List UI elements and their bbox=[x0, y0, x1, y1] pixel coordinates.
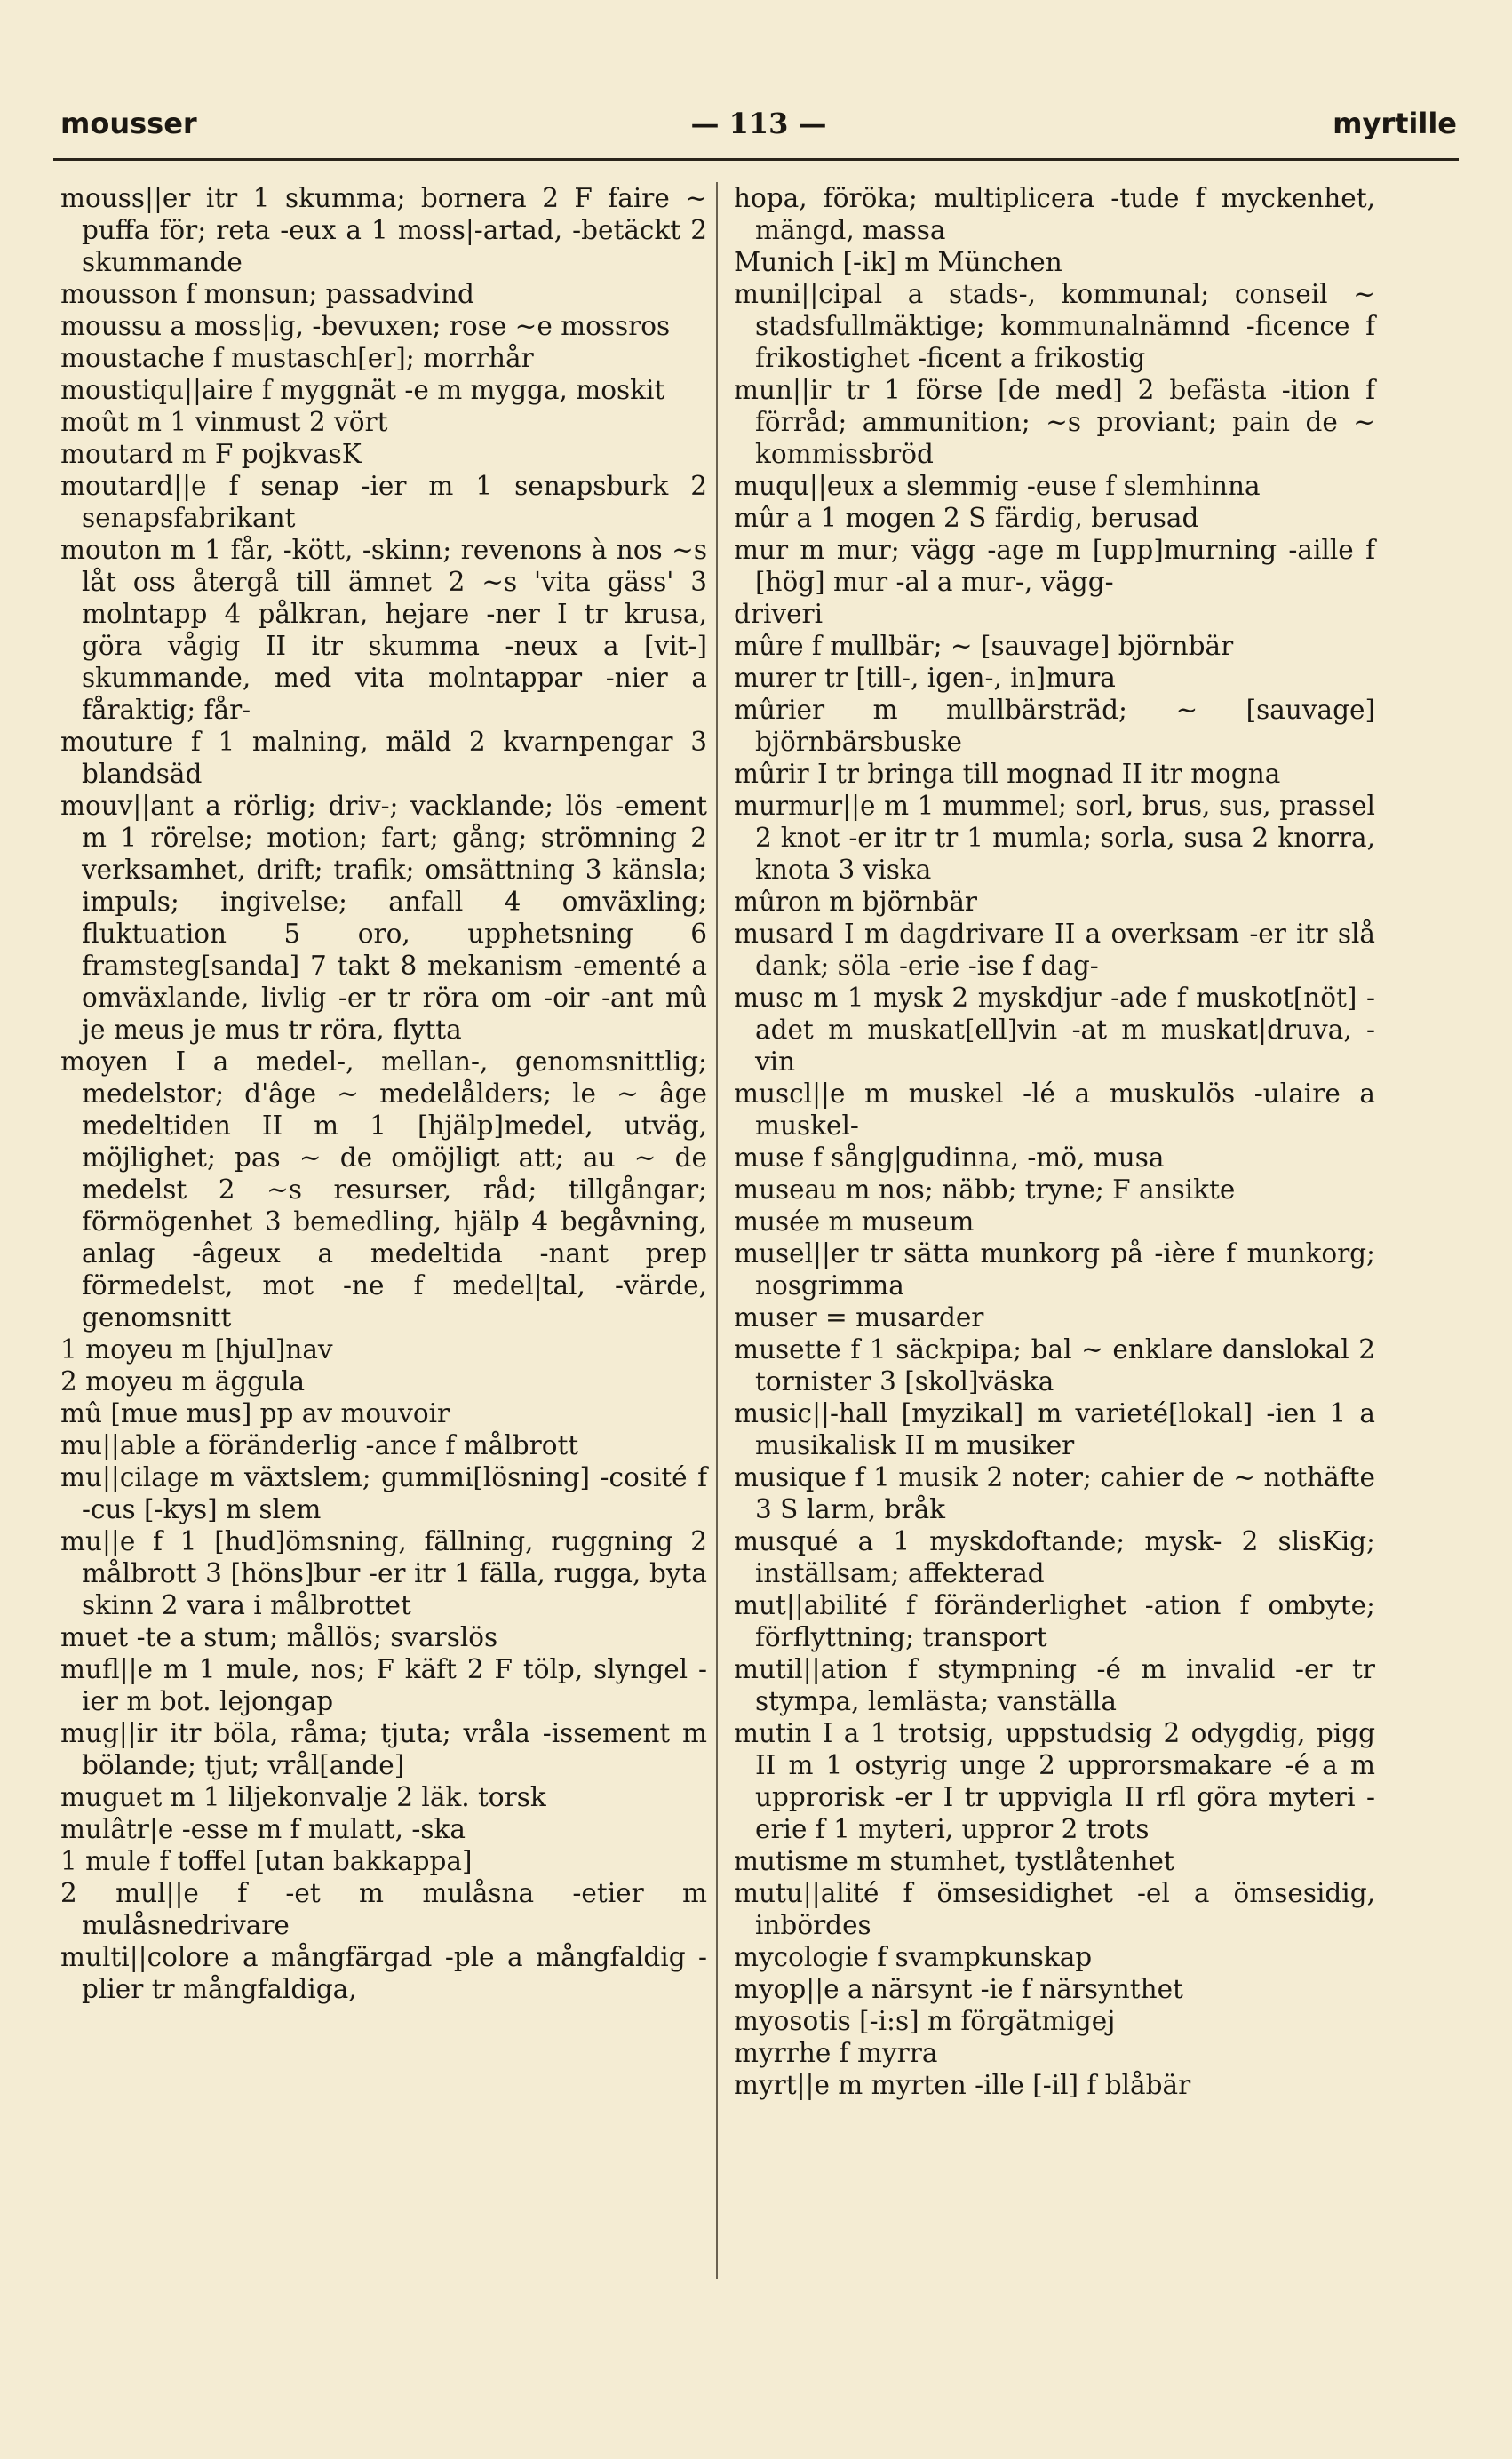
dictionary-entry: mu||cilage m växtslem; gummi[lösning] -cosité f -cus [-kys] m slem bbox=[60, 1462, 707, 1524]
dictionary-entry: mûrir I tr bringa till mognad II itr mogna bbox=[734, 759, 1281, 789]
dictionary-entry: musée m museum bbox=[734, 1206, 975, 1237]
dictionary-entry: mouture f 1 malning, mäld 2 kvarnpengar 3 blandsäd bbox=[60, 727, 707, 789]
dictionary-entry: moussu a moss|ig, -bevuxen; rose ~e mossros bbox=[60, 311, 671, 341]
page-header bbox=[60, 107, 1457, 146]
dictionary-entry: murmur||e m 1 mummel; sorl, brus, sus, prassel 2 knot -er itr tr 1 mumla; sorla, susa 2 knorra, knota 3 viska bbox=[734, 791, 1375, 885]
dictionary-entry: mu||able a föränderlig -ance f målbrott bbox=[60, 1430, 579, 1460]
dictionary-entry: murer tr [till-, igen-, in]mura bbox=[734, 663, 1116, 693]
dictionary-entry: mutisme m stumhet, tystlåtenhet bbox=[734, 1846, 1174, 1876]
dictionary-entry: musette f 1 säckpipa; bal ~ enklare danslokal 2 tornister 3 [skol]väska bbox=[734, 1334, 1375, 1397]
page-number: — 113 — bbox=[690, 107, 827, 140]
dictionary-entry: mug||ir itr böla, råma; tjuta; vråla -issement m bölande; tjut; vrål[ande] bbox=[60, 1718, 707, 1780]
dictionary-entry: mutu||alité f ömsesidighet -el a ömsesidig, inbördes bbox=[734, 1878, 1375, 1940]
dictionary-entry: myosotis [-i:s] m förgätmigej bbox=[734, 2006, 1116, 2036]
dictionary-entry: hopa, föröka; multiplicera -tude f myckenhet, mängd, massa bbox=[734, 183, 1375, 245]
dictionary-entry: musqué a 1 myskdoftande; mysk- 2 slisKig; inställsam; affekterad bbox=[734, 1526, 1375, 1588]
dictionary-entry: driveri bbox=[734, 599, 824, 629]
dictionary-entry: mur m mur; vägg -age m [upp]murning -aille f [hög] mur -al a mur-, vägg- bbox=[734, 535, 1375, 597]
dictionary-entry: muguet m 1 liljekonvalje 2 läk. torsk bbox=[60, 1782, 546, 1812]
dictionary-entry: Munich [-ik] m München bbox=[734, 247, 1062, 277]
dictionary-entry: moût m 1 vinmust 2 vört bbox=[60, 407, 388, 437]
left-column bbox=[60, 182, 707, 2005]
dictionary-entry: mûr a 1 mogen 2 S färdig, berusad bbox=[734, 503, 1199, 533]
dictionary-entry: mousson f monsun; passadvind bbox=[60, 279, 474, 309]
dictionary-entry: myop||e a närsynt -ie f närsynthet bbox=[734, 1974, 1183, 2004]
dictionary-entry: muet -te a stum; mållös; svarslös bbox=[60, 1622, 498, 1652]
dictionary-entry: mouss||er itr 1 skumma; bornera 2 F faire ~ puffa för; reta -eux a 1 moss|-artad, -betäckt 2 skummande bbox=[60, 183, 707, 277]
dictionary-entry: myrrhe f myrra bbox=[734, 2038, 938, 2068]
dictionary-entry: moutard||e f senap -ier m 1 senapsburk 2 senapsfabrikant bbox=[60, 471, 707, 533]
dictionary-entry: mûre f mullbär; ~ [sauvage] björnbär bbox=[734, 631, 1234, 661]
dictionary-entry: musique f 1 musik 2 noter; cahier de ~ nothäfte 3 S larm, bråk bbox=[734, 1462, 1375, 1524]
dictionary-entry: moyen I a medel-, mellan-, genomsnittlig; medelstor; d'âge ~ medelålders; le ~ âge medeltiden II m 1 [hjälp]medel, utväg, möjlighet; pas ~ de omöjligt att; au ~ de medelst 2 ~s resurser, råd; tillgångar; förmögenhet 3 bemedling, hjälp 4 begåvning, anlag -âgeux a medeltida -nant prep förmedelst, mot -ne f medel|tal, -värde, genomsnitt bbox=[60, 1046, 707, 1333]
dictionary-entry: muser = musarder bbox=[734, 1302, 984, 1333]
dictionary-entry: muni||cipal a stads-, kommunal; conseil ~ stadsfullmäktige; kommunalnämnd -ficence f frikostighet -ficent a frikostig bbox=[734, 279, 1375, 373]
column-divider bbox=[716, 182, 718, 2279]
right-column bbox=[734, 182, 1375, 2101]
dictionary-entry: mun||ir tr 1 förse [de med] 2 befästa -ition f förråd; ammunition; ~s proviant; pain de ~ kommissbröd bbox=[734, 375, 1375, 469]
dictionary-entry: mu||e f 1 [hud]ömsning, fällning, ruggning 2 målbrott 3 [höns]bur -er itr 1 fälla, rugga, byta skinn 2 vara i målbrottet bbox=[60, 1526, 707, 1620]
dictionary-entry: 2 mul||e f -et m mulåsna -etier m mulåsnedrivare bbox=[60, 1878, 707, 1940]
dictionary-entry: museau m nos; näbb; tryne; F ansikte bbox=[734, 1174, 1236, 1205]
dictionary-entry: mycologie f svampkunskap bbox=[734, 1942, 1093, 1972]
left-guide-word: mousser bbox=[60, 107, 197, 140]
dictionary-entry: mulâtr|e -esse m f mulatt, -ska bbox=[60, 1814, 466, 1844]
header-rule bbox=[53, 158, 1459, 161]
dictionary-entry: mouton m 1 får, -kött, -skinn; revenons à nos ~s låt oss återgå till ämnet 2 ~s 'vita gäss' 3 molntapp 4 pålkran, hejare -ner I tr krusa, göra vågig II itr skumma -neux a [vit-] skummande, med vita molntappar -nier a fåraktig; får- bbox=[60, 535, 707, 725]
dictionary-entry: mû [mue mus] pp av mouvoir bbox=[60, 1398, 450, 1428]
dictionary-entry: mutil||ation f stympning -é m invalid -er tr stympa, lemlästa; vanställa bbox=[734, 1654, 1375, 1716]
dictionary-entry: muqu||eux a slemmig -euse f slemhinna bbox=[734, 471, 1261, 501]
dictionary-entry: mûron m björnbär bbox=[734, 887, 978, 917]
dictionary-entry: musc m 1 mysk 2 myskdjur -ade f muskot[nöt] -adet m muskat[ell]vin -at m muskat|druva, -vin bbox=[734, 983, 1375, 1077]
dictionary-entry: mut||abilité f föränderlighet -ation f ombyte; förflyttning; transport bbox=[734, 1590, 1375, 1652]
dictionary-entry: 2 moyeu m äggula bbox=[60, 1366, 306, 1397]
dictionary-entry: muse f sång|gudinna, -mö, musa bbox=[734, 1142, 1165, 1173]
dictionary-entry: 1 mule f toffel [utan bakkappa] bbox=[60, 1846, 473, 1876]
dictionary-entry: moustache f mustasch[er]; morrhår bbox=[60, 343, 534, 373]
dictionary-entry: mûrier m mullbärsträd; ~ [sauvage] björnbärsbuske bbox=[734, 695, 1375, 757]
dictionary-entry: multi||colore a mångfärgad -ple a mångfaldig -plier tr mångfaldiga, bbox=[60, 1942, 707, 2004]
dictionary-entry: muscl||e m muskel -lé a muskulös -ulaire a muskel- bbox=[734, 1078, 1375, 1141]
dictionary-entry: moustiqu||aire f myggnät -e m mygga, moskit bbox=[60, 375, 665, 405]
dictionary-entry: musard I m dagdrivare II a overksam -er itr slå dank; söla -erie -ise f dag- bbox=[734, 919, 1375, 981]
dictionary-entry: music||-hall [myzikal] m varieté[lokal] -ien 1 a musikalisk II m musiker bbox=[734, 1398, 1375, 1460]
right-guide-word: myrtille bbox=[1333, 107, 1457, 140]
dictionary-entry: moutard m F pojkvasK bbox=[60, 439, 362, 469]
dictionary-entry: 1 moyeu m [hjul]nav bbox=[60, 1334, 333, 1365]
dictionary-entry: mouv||ant a rörlig; driv-; vacklande; lös -ement m 1 rörelse; motion; fart; gång; strömning 2 verksamhet, drift; trafik; omsättning 3 känsla; impuls; ingivelse; anfall 4 omväxling; fluktuation 5 oro, upphetsning 6 framsteg[sanda] 7 takt 8 mekanism -ementé a omväxlande, livlig -er tr röra om -oir -ant mû je meus je mus tr röra, flytta bbox=[60, 791, 707, 1045]
dictionary-entry: myrt||e m myrten -ille [-il] f blåbär bbox=[734, 2070, 1191, 2100]
dictionary-entry: mufl||e m 1 mule, nos; F käft 2 F tölp, slyngel -ier m bot. lejongap bbox=[60, 1654, 707, 1716]
dictionary-entry: mutin I a 1 trotsig, uppstudsig 2 odygdig, pigg II m 1 ostyrig unge 2 upprorsmakare -é a m upprorisk -er I tr uppvigla II rfl göra myteri -erie f 1 myteri, uppror 2 trots bbox=[734, 1718, 1375, 1844]
dictionary-entry: musel||er tr sätta munkorg på -ière f munkorg; nosgrimma bbox=[734, 1238, 1375, 1301]
